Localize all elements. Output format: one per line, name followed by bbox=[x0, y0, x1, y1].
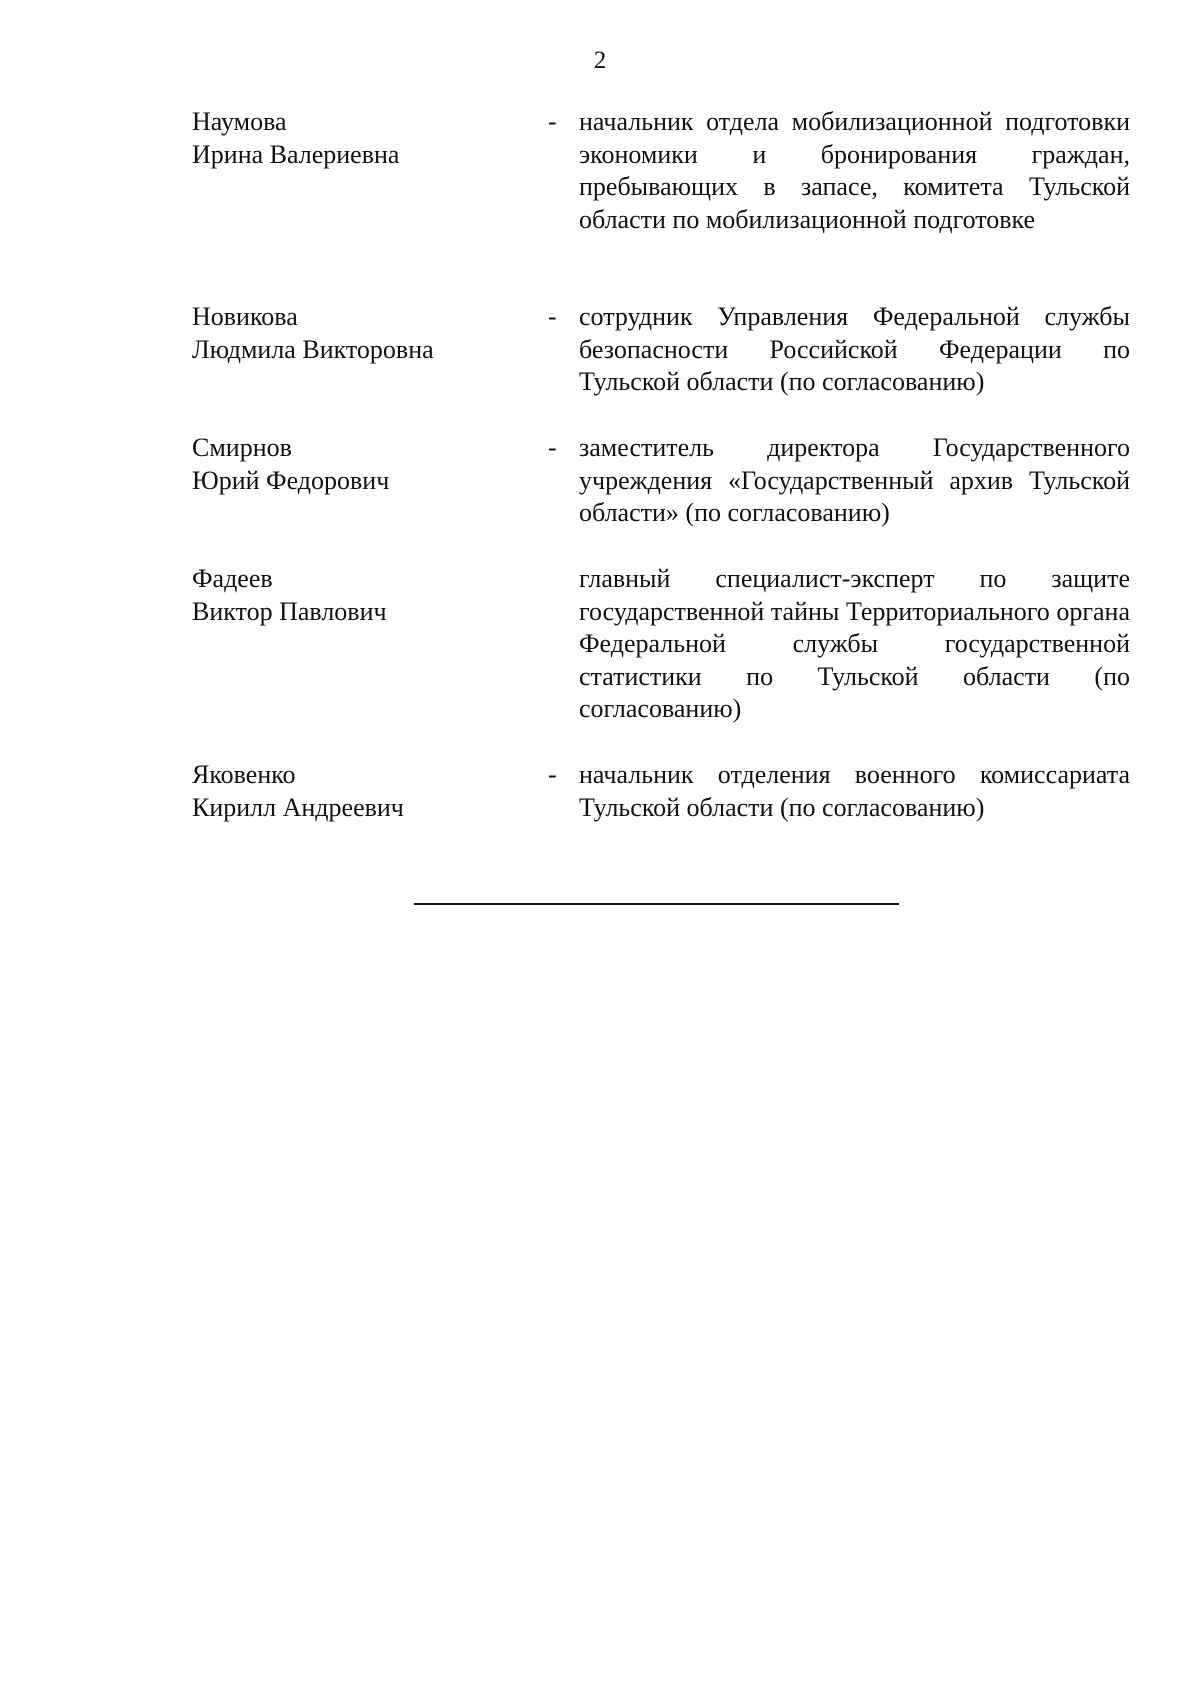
member-name bbox=[192, 759, 522, 824]
member-surname: Яковенко bbox=[192, 760, 296, 789]
member-name bbox=[192, 563, 522, 628]
member-given-names: Людмила Викторовна bbox=[192, 334, 434, 364]
member-surname: Новикова bbox=[192, 302, 298, 331]
closing-rule bbox=[414, 903, 899, 905]
member-name bbox=[192, 432, 522, 497]
member-given-names: Кирилл Андреевич bbox=[192, 792, 404, 822]
member-position: заместитель директора Государственного учреждения «Государственный архив Тульской области» (по согласованию) bbox=[579, 433, 1130, 527]
member-dash: - bbox=[548, 107, 557, 136]
member-given-names: Ирина Валериевна bbox=[192, 139, 400, 169]
member-surname: Смирнов bbox=[192, 433, 292, 462]
member-position: начальник отделения военного комиссариата Тульской области (по согласованию) bbox=[579, 760, 1130, 822]
page-number: 2 bbox=[593, 47, 607, 74]
member-name bbox=[192, 301, 522, 366]
member-surname: Фадеев bbox=[192, 564, 273, 593]
member-entry bbox=[0, 759, 1200, 822]
member-entry bbox=[0, 432, 1200, 527]
member-given-names: Юрий Федорович bbox=[192, 465, 390, 495]
member-position: сотрудник Управления Федеральной службы безопасности Российской Федерации по Тульской области (по согласованию) bbox=[579, 302, 1130, 396]
member-entry bbox=[0, 106, 1200, 234]
member-position: главный специалист-эксперт по защите государственной тайны Территориального органа Федеральной службы государственной статистики по Тульской области (по согласованию) bbox=[579, 564, 1130, 723]
member-dash: - bbox=[548, 433, 557, 462]
member-dash: - bbox=[548, 302, 557, 331]
member-entry bbox=[0, 563, 1200, 723]
member-name bbox=[192, 106, 522, 171]
member-surname: Наумова bbox=[192, 107, 287, 136]
member-position: начальник отдела мобилизационной подготовки экономики и бронирования граждан, пребывающих в запасе, комитета Тульской области по мобилизационной подготовке bbox=[579, 107, 1130, 234]
member-given-names: Виктор Павлович bbox=[192, 596, 387, 626]
member-dash: - bbox=[548, 760, 557, 789]
member-entry bbox=[0, 301, 1200, 396]
commission-members-list bbox=[0, 106, 1200, 822]
